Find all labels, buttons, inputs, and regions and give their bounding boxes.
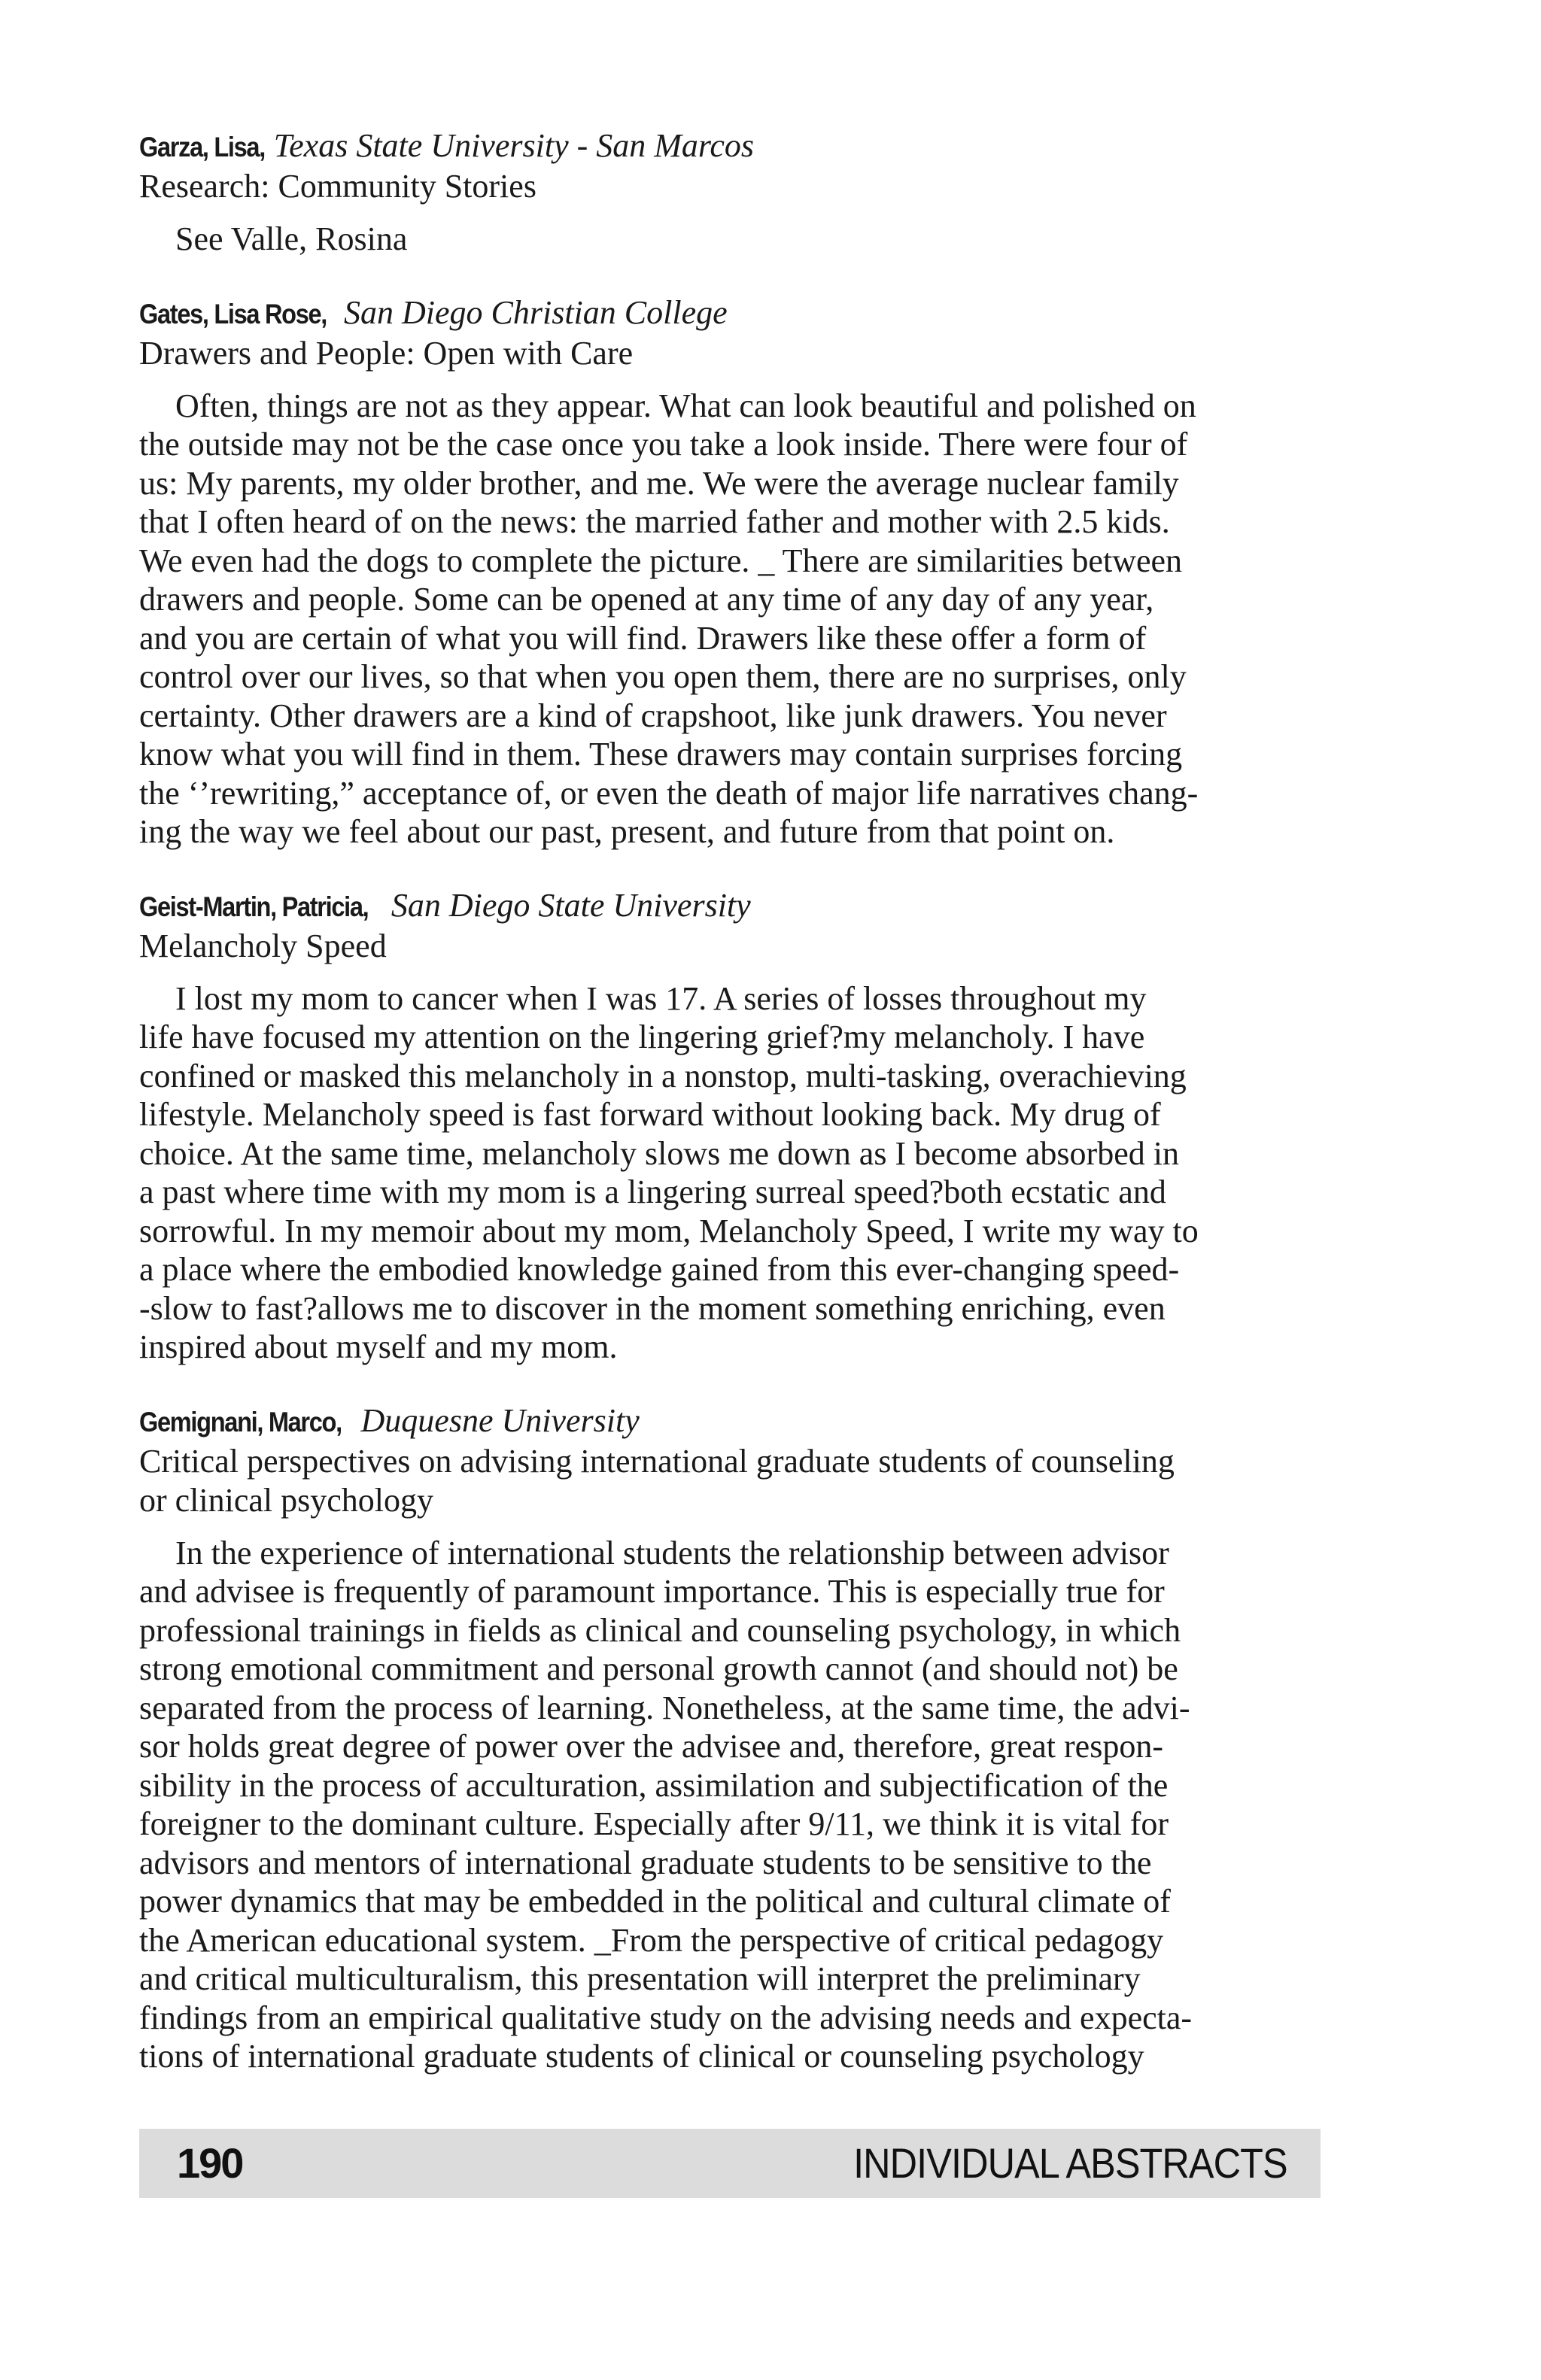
body-line: confined or masked this melancholy in a nonstop, multi-tasking, overachieving — [139, 1057, 1187, 1094]
abstract-entry — [139, 1401, 1321, 2076]
page-number: 190 — [177, 2139, 243, 2187]
body-line: the outside may not be the case once you take a look inside. There were four of — [139, 426, 1188, 463]
body-line: ing the way we feel about our past, present, and future from that point on. — [139, 813, 1115, 850]
body-line: know what you will find in them. These drawers may contain surprises forcing — [139, 736, 1183, 773]
body-line: sor holds great degree of power over the advisee and, therefore, great respon- — [139, 1728, 1163, 1765]
body-line: We even had the dogs to complete the picture. _ There are similarities between — [139, 542, 1183, 579]
entry-heading — [139, 126, 1321, 167]
abstract-title: Drawers and People: Open with Care — [139, 334, 634, 372]
body-line: foreigner to the dominant culture. Especially after 9/11, we think it is vital for — [139, 1805, 1169, 1842]
page-footer — [139, 2129, 1321, 2198]
abstract-body — [139, 387, 1321, 852]
body-line: a past where time with my mom is a lingering surreal speed?both ecstatic and — [139, 1173, 1166, 1210]
abstract-title: Critical perspectives on advising international graduate students of counseling or clinical psychology — [139, 1442, 1175, 1519]
body-line: the American educational system. _From the perspective of critical pedagogy — [139, 1921, 1164, 1959]
body-line: In the experience of international students the relationship between advisor — [175, 1534, 1169, 1571]
body-line: us: My parents, my older brother, and me. We were the average nuclear family — [139, 464, 1179, 502]
body-line: professional trainings in fields as clinical and counseling psychology, in which — [139, 1611, 1181, 1649]
body-line: control over our lives, so that when you open them, there are no surprises, only — [139, 658, 1187, 695]
body-line: strong emotional commitment and personal growth cannot (and should not) be — [139, 1650, 1178, 1687]
body-line: tions of international graduate students of clinical or counseling psychology — [139, 2038, 1144, 2075]
abstract-entry — [139, 886, 1321, 1367]
abstract-body — [139, 1534, 1321, 2076]
affiliation: San Diego State University — [391, 886, 751, 924]
body-line: -slow to fast?allows me to discover in the moment something enriching, even — [139, 1289, 1166, 1327]
abstract-title: Research: Community Stories — [139, 168, 536, 205]
body-line: sorrowful. In my memoir about my mom, Melancholy Speed, I write my way to — [139, 1212, 1199, 1249]
body-line: that I often heard of on the news: the married father and mother with 2.5 kids. — [139, 503, 1170, 540]
body-line: the ‘’rewriting,” acceptance of, or even the death of major life narratives chang- — [139, 774, 1199, 812]
affiliation: Duquesne University — [360, 1401, 640, 1439]
body-line: life have focused my attention on the lingering grief?my melancholy. I have — [139, 1018, 1145, 1055]
entry-heading — [139, 293, 1321, 334]
body-line: and critical multiculturalism, this presentation will interpret the preliminary — [139, 1960, 1141, 1997]
body-line: I lost my mom to cancer when I was 17. A series of losses throughout my — [175, 979, 1147, 1017]
page-content — [139, 126, 1321, 2111]
author-name: Gemignani, Marco, — [139, 1406, 342, 1437]
abstract-entry — [139, 126, 1321, 259]
author-name: Gates, Lisa Rose, — [139, 298, 327, 329]
body-line: advisors and mentors of international graduate students to be sensitive to the — [139, 1844, 1152, 1881]
author-name: Geist-Martin, Patricia, — [139, 891, 369, 922]
body-line: choice. At the same time, melancholy slows me down as I become absorbed in — [139, 1134, 1179, 1172]
entry-heading — [139, 1401, 1321, 1442]
body-line: and you are certain of what you will find. Drawers like these offer a form of — [139, 619, 1147, 657]
abstract-entry — [139, 293, 1321, 852]
body-line: findings from an empirical qualitative study on the advising needs and expecta- — [139, 1999, 1193, 2036]
affiliation: San Diego Christian College — [343, 293, 728, 331]
body-line: lifestyle. Melancholy speed is fast forward without looking back. My drug of — [139, 1096, 1161, 1133]
body-line: and advisee is frequently of paramount importance. This is especially true for — [139, 1573, 1165, 1610]
author-name: Garza, Lisa, — [139, 132, 265, 162]
entry-heading — [139, 886, 1321, 927]
abstract-body — [139, 220, 1321, 259]
body-line: power dynamics that may be embedded in the political and cultural climate of — [139, 1883, 1171, 1920]
body-line: separated from the process of learning. Nonetheless, at the same time, the advi- — [139, 1689, 1190, 1726]
body-line: sibility in the process of acculturation, assimilation and subjectification of the — [139, 1766, 1169, 1804]
body-line: certainty. Other drawers are a kind of crapshoot, like junk drawers. You never — [139, 697, 1167, 734]
body-line: drawers and people. Some can be opened at any time of any day of any year, — [139, 581, 1154, 618]
body-line: See Valle, Rosina — [175, 220, 408, 257]
affiliation: Texas State University - San Marcos — [273, 127, 755, 164]
body-line: a place where the embodied knowledge gained from this ever-changing speed- — [139, 1251, 1180, 1288]
body-line: Often, things are not as they appear. What can look beautiful and polished on — [175, 387, 1196, 424]
body-line: inspired about myself and my mom. — [139, 1328, 618, 1365]
abstract-body — [139, 979, 1321, 1367]
section-title: INDIVIDUAL ABSTRACTS — [853, 2139, 1287, 2187]
abstract-title: Melancholy Speed — [139, 927, 387, 964]
